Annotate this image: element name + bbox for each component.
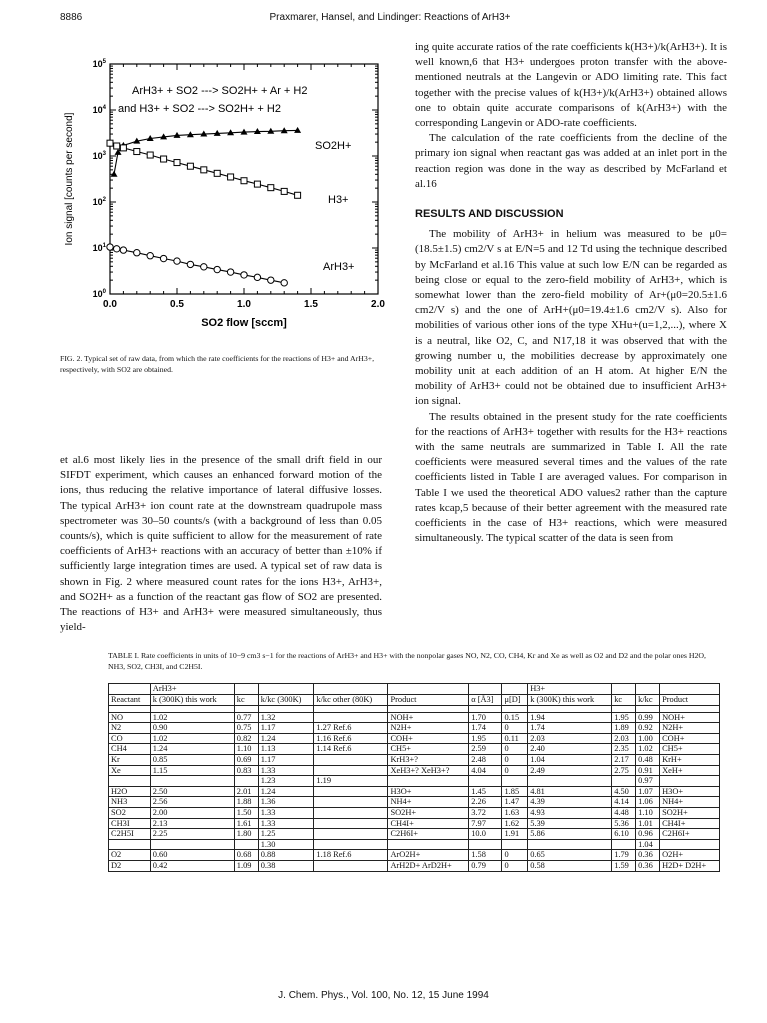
table-cell: 1.00 (636, 733, 660, 744)
table-cell (314, 807, 388, 818)
table-cell: kc (612, 695, 636, 706)
table-cell: 1.02 (636, 744, 660, 755)
table-cell: 1.47 (502, 797, 528, 808)
table-cell: k/kc (300K) (258, 695, 314, 706)
paragraph-1: ing quite accurate ratios of the rate coefficients k(H3+)/k(ArH3+). It is well known,6 that H3+ undergoes proton transfer with the above-mentioned neutrals at the Langevin or ADO limiting rate. This fact together with the precise values of k(H3+)/k(ArH3+) obtained allows one to obtain quite accurate comparisons of k(ArH3+) with the corresponding Langevin or ADO-rate coefficients. (415, 41, 727, 130)
table-cell: 1.32 (258, 712, 314, 723)
table-cell: 1.24 (258, 786, 314, 797)
label-so2h: SO2H+ (315, 140, 352, 152)
table-cell: 0.38 (258, 860, 314, 871)
table-cell: k/kc other (80K) (314, 695, 388, 706)
y-tick-label: $10^4$ (92, 105, 106, 115)
table-cell: 1.24 (150, 744, 234, 755)
table-cell: 1.19 (314, 776, 388, 787)
table-cell: C2H6I+ (660, 829, 720, 840)
table-cell: 1.45 (469, 786, 502, 797)
table-row (109, 818, 720, 829)
table-cell: H3O+ (660, 786, 720, 797)
table-cell: 1.25 (258, 829, 314, 840)
table-cell: 2.03 (612, 733, 636, 744)
table-cell (528, 705, 612, 712)
table-cell (150, 776, 234, 787)
point-arh3 (254, 274, 260, 280)
table-cell: 4.81 (528, 786, 612, 797)
table-cell: 0.92 (636, 723, 660, 734)
label-arh3: ArH3+ (323, 261, 355, 273)
table-cell: N2H+ (660, 723, 720, 734)
point-arh3 (114, 246, 120, 252)
table-cell: 1.24 (258, 733, 314, 744)
x-tick-label: 0.0 (103, 299, 117, 310)
table-cell (388, 839, 469, 850)
table-cell: NH3 (109, 797, 151, 808)
paragraph-4: The results obtained in the present study for the rate coefficients for the reactions of ArH3+ together with results for the H3+ reactions with the same neutrals are summarized in Table I. All the rate coefficients were measured several times and the values of the rate coefficients listed in Table I are averaged values. For comparison in Table I we used the theoretical ADO values2 rather than the capture rates kcap,5 because of their better agreement with the measured rate coefficients in the case of H3+ reactions, which were measured simultaneously. The typical scatter of the data is seen from (415, 410, 727, 545)
point-h3 (254, 181, 260, 187)
table-average-row (109, 839, 720, 850)
table-cell (109, 839, 151, 850)
table-cell: 1.85 (502, 786, 528, 797)
table-cell: 1.94 (528, 712, 612, 723)
table-cell: Kr (109, 754, 151, 765)
table-cell: 1.23 (258, 776, 314, 787)
table-cell: 0 (502, 723, 528, 734)
table-cell (636, 684, 660, 695)
table-cell: 1.63 (502, 807, 528, 818)
table-cell: 0.48 (636, 754, 660, 765)
point-arh3 (281, 280, 287, 286)
table-cell: 0.96 (636, 829, 660, 840)
point-h3 (187, 163, 193, 169)
table-cell: 5.39 (528, 818, 612, 829)
table-cell: 1.13 (258, 744, 314, 755)
point-h3 (161, 156, 167, 162)
table-cell: 1.59 (612, 860, 636, 871)
table-cell: Product (660, 695, 720, 706)
table-cell: 4.48 (612, 807, 636, 818)
table-cell: 0.42 (150, 860, 234, 871)
table-cell: 0.69 (234, 754, 258, 765)
table-cell: XeH+ (660, 765, 720, 776)
left-body: et al.6 most likely lies in the presence of the small drift field in our SIFDT experiment, which causes an enhanced forward motion of the ions, thus reducing the relative importance of lateral diffusive losses. The typical ArH3+ ion count rate at the downstream quadrupole mass spectrometer was 30–50 counts/s (with a background of less than 0.05 counts/s), which is quite sufficient to allow for the measurement of rate coefficients of ArH3+ reactions with an accuracy of better than ±10% if sufficiently large integration times are used. A typical set of raw data is shown in Fig. 2 where measured count rates for the ions H3+, ArH3+, and SO2H+ as a function of the reactant gas flow of SO2 are presented. The reactions of H3+ and ArH3+ were measured simultaneously, thus yield- (60, 454, 382, 634)
table-cell: 1.17 (258, 723, 314, 734)
table-row (109, 807, 720, 818)
table-cell: 0 (502, 860, 528, 871)
table-cell: H3O+ (388, 786, 469, 797)
table-cell (388, 684, 469, 695)
paragraph-3: The mobility of ArH3+ in helium was measured to be μ0=(18.5±1.5) cm2/V s at E/N=5 and 12 Td using the technique described by McFarland et al.16 This value at such low E/N can be regarded as being close or equal to the zero-field mobility of ArH3+, which is somewhat lower than the zero-field mobility of Ar+(μ0=20.5±1.6 cm2/V s) and the one of ArH+(μ0=19.4±1.6 cm2/V s). Also for mobilities of various other ions of the type XHu+(u=1,2,...), where X is a neutral, like O2, C, and N17,18 it was observed that with the growing number u, the mobilities decrease by approximately one mobility unit at each addition of an H atom. At higher E/N the mobility of ArH3+ could not be obtained due to insufficient ArH3+ ion signal. (415, 228, 727, 408)
table-cell: 1.27 Ref.6 (314, 723, 388, 734)
point-arh3 (241, 272, 247, 278)
table-cell (314, 839, 388, 850)
table-cell: 1.58 (469, 850, 502, 861)
table-cell (660, 776, 720, 787)
table-cell: 1.14 Ref.6 (314, 744, 388, 755)
table-cell: 0 (502, 754, 528, 765)
table-cell (502, 705, 528, 712)
table-cell: k (300K) this work (528, 695, 612, 706)
table-cell: C2H5I (109, 829, 151, 840)
table-cell (234, 839, 258, 850)
table-row (109, 744, 720, 755)
table-cell (469, 684, 502, 695)
point-h3 (147, 152, 153, 158)
table-cell: 0.85 (150, 754, 234, 765)
table-cell: 0.83 (234, 765, 258, 776)
point-h3 (134, 149, 140, 155)
table-cell (502, 776, 528, 787)
table-cell (660, 684, 720, 695)
table-cell (660, 839, 720, 850)
table-cell: 1.89 (612, 723, 636, 734)
rate-coefficient-table (108, 683, 720, 872)
table-cell: NH4+ (388, 797, 469, 808)
table-cell (109, 776, 151, 787)
table-cell: 1.02 (150, 712, 234, 723)
table-cell: 1.17 (258, 754, 314, 765)
table-cell: 1.50 (234, 807, 258, 818)
point-h3 (281, 188, 287, 194)
table-cell: 2.35 (612, 744, 636, 755)
table-cell (258, 705, 314, 712)
table-cell: 4.50 (612, 786, 636, 797)
table-cell: 0.68 (234, 850, 258, 861)
table-cell: C2H6I+ (388, 829, 469, 840)
table-cell: 4.93 (528, 807, 612, 818)
table-cell: 2.59 (469, 744, 502, 755)
table-cell (234, 705, 258, 712)
x-tick-label: 1.5 (304, 299, 318, 310)
table-cell: 3.72 (469, 807, 502, 818)
label-h3: H3+ (328, 194, 349, 206)
table-cell: Reactant (109, 695, 151, 706)
table-cell: 0.97 (636, 776, 660, 787)
reaction-label-1: ArH3+ + SO2 ---> SO2H+ + Ar + H2 (132, 85, 308, 97)
table-cell (109, 705, 151, 712)
paragraph-2: The calculation of the rate coefficients from the decline of the primary ion signal when reactant gas was added at an inlet port in the reaction region was done in the way as described by McFarland et al.16 (415, 132, 727, 190)
table-cell: KrH+ (660, 754, 720, 765)
table-cell: 2.50 (150, 786, 234, 797)
table-cell: H2D+ D2H+ (660, 860, 720, 871)
point-arh3 (227, 269, 233, 275)
table-cell: CH4I+ (660, 818, 720, 829)
point-arh3 (201, 264, 207, 270)
table-cell (612, 839, 636, 850)
figure-2 (60, 56, 385, 338)
table-cell: 2.56 (150, 797, 234, 808)
table-cell: CO (109, 733, 151, 744)
figure-2-chart (60, 56, 385, 338)
point-arh3 (134, 250, 140, 256)
table-row (109, 797, 720, 808)
table-cell: 1.36 (258, 797, 314, 808)
point-arh3 (120, 247, 126, 253)
table-cell: 4.39 (528, 797, 612, 808)
running-head: Praxmarer, Hansel, and Lindinger: Reactions of ArH3+ (269, 12, 511, 23)
table-cell (612, 684, 636, 695)
point-arh3 (160, 255, 166, 261)
table-cell (314, 765, 388, 776)
table-cell: XeH3+? XeH3+? (388, 765, 469, 776)
table-cell: O2H+ (660, 850, 720, 861)
table-cell: 2.40 (528, 744, 612, 755)
table-cell: NH4+ (660, 797, 720, 808)
table-row (109, 829, 720, 840)
table-cell: NOH+ (660, 712, 720, 723)
table-cell: 0.88 (258, 850, 314, 861)
table-cell: CH4I+ (388, 818, 469, 829)
table-cell (314, 705, 388, 712)
table-cell: 0 (502, 765, 528, 776)
table-cell (660, 705, 720, 712)
table-cell: 1.10 (234, 744, 258, 755)
point-h3 (241, 178, 247, 184)
table-cell: CH3I (109, 818, 151, 829)
table-cell: ArO2H+ (388, 850, 469, 861)
table-cell: 1.01 (636, 818, 660, 829)
table-cell: CH5+ (660, 744, 720, 755)
table-cell: N2H+ (388, 723, 469, 734)
table-cell: 1.80 (234, 829, 258, 840)
point-arh3 (107, 244, 113, 250)
table-cell (314, 712, 388, 723)
journal-footer: J. Chem. Phys., Vol. 100, No. 12, 15 June 1994 (278, 990, 489, 1001)
table-cell: CH5+ (388, 744, 469, 755)
table-cell: O2 (109, 850, 151, 861)
table-cell (388, 705, 469, 712)
table-cell: 1.02 (150, 733, 234, 744)
table-cell: 0.60 (150, 850, 234, 861)
table-caption: TABLE I. Rate coefficients in units of 10−9 cm3 s−1 for the reactions of ArH3+ and H3+ with the nonpolar gases NO, N2, CO, CH4, Kr and Xe as well as O2 and D2 and the polar ones H2O, NH3, SO2, CH3I, and C2H5I. (108, 651, 706, 671)
table-cell: COH+ (660, 733, 720, 744)
table-row (109, 754, 720, 765)
table-cell: μ[D] (502, 695, 528, 706)
table-cell: 0.77 (234, 712, 258, 723)
point-h3 (295, 192, 301, 198)
table-row (109, 733, 720, 744)
x-tick-label: 2.0 (371, 299, 385, 310)
point-h3 (214, 170, 220, 176)
table-cell: 0.99 (636, 712, 660, 723)
table-cell: k/kc (636, 695, 660, 706)
table-cell: 1.74 (469, 723, 502, 734)
table-cell: k (300K) this work (150, 695, 234, 706)
table-cell: SO2H+ (388, 807, 469, 818)
table-cell: Product (388, 695, 469, 706)
table-cell (150, 705, 234, 712)
point-h3 (228, 174, 234, 180)
table-row (109, 723, 720, 734)
table-cell: N2 (109, 723, 151, 734)
table-cell: 0.91 (636, 765, 660, 776)
table-cell: 1.79 (612, 850, 636, 861)
table-cell: 2.48 (469, 754, 502, 765)
table-cell (314, 684, 388, 695)
y-tick-label: $10^1$ (92, 243, 106, 253)
table-cell (314, 818, 388, 829)
table-cell (469, 839, 502, 850)
table-cell: Xe (109, 765, 151, 776)
table-cell: SO2 (109, 807, 151, 818)
table-cell: 0.90 (150, 723, 234, 734)
point-arh3 (174, 258, 180, 264)
table-cell: 0.79 (469, 860, 502, 871)
table-cell: 1.95 (469, 733, 502, 744)
y-tick-label: $10^3$ (92, 151, 106, 161)
table-cell: 1.95 (612, 712, 636, 723)
table-cell (314, 797, 388, 808)
point-arh3 (187, 261, 193, 267)
table-cell (636, 705, 660, 712)
table-cell: 1.88 (234, 797, 258, 808)
table-cell: 1.30 (258, 839, 314, 850)
point-arh3 (268, 277, 274, 283)
page-number: 8886 (60, 12, 83, 23)
table-cell: SO2H+ (660, 807, 720, 818)
table-cell: 7.97 (469, 818, 502, 829)
table-cell: 0.36 (636, 860, 660, 871)
point-arh3 (214, 266, 220, 272)
table-cell: 5.86 (528, 829, 612, 840)
table-cell (469, 776, 502, 787)
point-h3 (120, 145, 126, 151)
table-cell: 2.00 (150, 807, 234, 818)
point-h3 (107, 140, 113, 146)
table-row (109, 712, 720, 723)
table-cell: 1.06 (636, 797, 660, 808)
table-cell (528, 776, 612, 787)
table-cell (258, 684, 314, 695)
point-h3 (268, 185, 274, 191)
table-cell: 2.01 (234, 786, 258, 797)
x-axis-title: SO2 flow [sccm] (201, 317, 287, 329)
table-cell (314, 860, 388, 871)
table-cell (612, 705, 636, 712)
table-cell: 5.36 (612, 818, 636, 829)
table-cell: 2.25 (150, 829, 234, 840)
table-cell: D2 (109, 860, 151, 871)
table-cell: 2.49 (528, 765, 612, 776)
point-h3 (174, 160, 180, 166)
table-cell: NO (109, 712, 151, 723)
table-cell: kc (234, 695, 258, 706)
point-h3 (201, 167, 207, 173)
y-tick-label: $10^0$ (92, 289, 106, 299)
table-cell: 1.33 (258, 765, 314, 776)
table-cell: 2.13 (150, 818, 234, 829)
table-group-header (109, 684, 720, 695)
table-cell (314, 754, 388, 765)
table-cell (612, 776, 636, 787)
table-cell: 2.17 (612, 754, 636, 765)
table-cell: 1.10 (636, 807, 660, 818)
table-cell: 0.75 (234, 723, 258, 734)
table-cell: 0.65 (528, 850, 612, 861)
table-cell: 2.26 (469, 797, 502, 808)
table-cell: 1.33 (258, 818, 314, 829)
table-cell: 2.75 (612, 765, 636, 776)
table-header-row (109, 695, 720, 706)
table-cell (234, 776, 258, 787)
y-tick-label: $10^5$ (92, 59, 106, 69)
reaction-label-2: and H3+ + SO2 ---> SO2H+ + H2 (118, 103, 281, 115)
table-cell: 1.04 (528, 754, 612, 765)
y-tick-label: $10^2$ (92, 197, 106, 207)
point-h3 (114, 143, 120, 149)
table-cell: 0.11 (502, 733, 528, 744)
point-arh3 (147, 253, 153, 259)
table-cell: 6.10 (612, 829, 636, 840)
table-cell: ArH3+ (150, 684, 234, 695)
table-row (109, 860, 720, 871)
table-cell (109, 684, 151, 695)
table-cell: 1.18 Ref.6 (314, 850, 388, 861)
table-cell (502, 839, 528, 850)
table-average-row (109, 776, 720, 787)
table-cell: NOH+ (388, 712, 469, 723)
table-cell: 1.61 (234, 818, 258, 829)
table-cell: 0.82 (234, 733, 258, 744)
table-cell: 1.04 (636, 839, 660, 850)
table-cell: 1.62 (502, 818, 528, 829)
x-tick-label: 0.5 (170, 299, 184, 310)
table-cell: KrH3+? (388, 754, 469, 765)
section-title: RESULTS AND DISCUSSION (415, 208, 564, 221)
table-cell: 1.07 (636, 786, 660, 797)
table-cell (528, 839, 612, 850)
y-axis-title: Ion signal [counts per second] (64, 112, 75, 246)
table-cell: 1.33 (258, 807, 314, 818)
table-cell: H2O (109, 786, 151, 797)
table-row (109, 786, 720, 797)
table-cell: 1.09 (234, 860, 258, 871)
table-cell: COH+ (388, 733, 469, 744)
table-cell: 0.15 (502, 712, 528, 723)
right-column (415, 40, 727, 547)
table-cell (314, 786, 388, 797)
table-cell: 0 (502, 850, 528, 861)
table-cell: 1.15 (150, 765, 234, 776)
table-cell: H3+ (528, 684, 612, 695)
table-cell: 2.03 (528, 733, 612, 744)
table-cell (314, 829, 388, 840)
table-cell: α [Å3] (469, 695, 502, 706)
table-cell: 1.70 (469, 712, 502, 723)
table-row (109, 850, 720, 861)
table-cell (502, 684, 528, 695)
table-cell: 4.04 (469, 765, 502, 776)
table-spacer (109, 705, 720, 712)
table-cell: 4.14 (612, 797, 636, 808)
left-column (60, 453, 382, 635)
table-cell (469, 705, 502, 712)
figure-caption: FIG. 2. Typical set of raw data, from which the rate coefficients for the reactions of H3+ and ArH3+, respectively, with SO2 are obtained. (60, 354, 375, 374)
table-cell (234, 684, 258, 695)
x-tick-label: 1.0 (237, 299, 251, 310)
table-cell: 0.58 (528, 860, 612, 871)
table-cell (388, 776, 469, 787)
table-cell: 1.91 (502, 829, 528, 840)
table-row (109, 765, 720, 776)
table-cell: 0 (502, 744, 528, 755)
table-cell: 1.16 Ref.6 (314, 733, 388, 744)
table-cell: 0.36 (636, 850, 660, 861)
table-cell: CH4 (109, 744, 151, 755)
table-cell: 1.74 (528, 723, 612, 734)
table-cell: ArH2D+ ArD2H+ (388, 860, 469, 871)
table-cell (150, 839, 234, 850)
table-cell: 10.0 (469, 829, 502, 840)
